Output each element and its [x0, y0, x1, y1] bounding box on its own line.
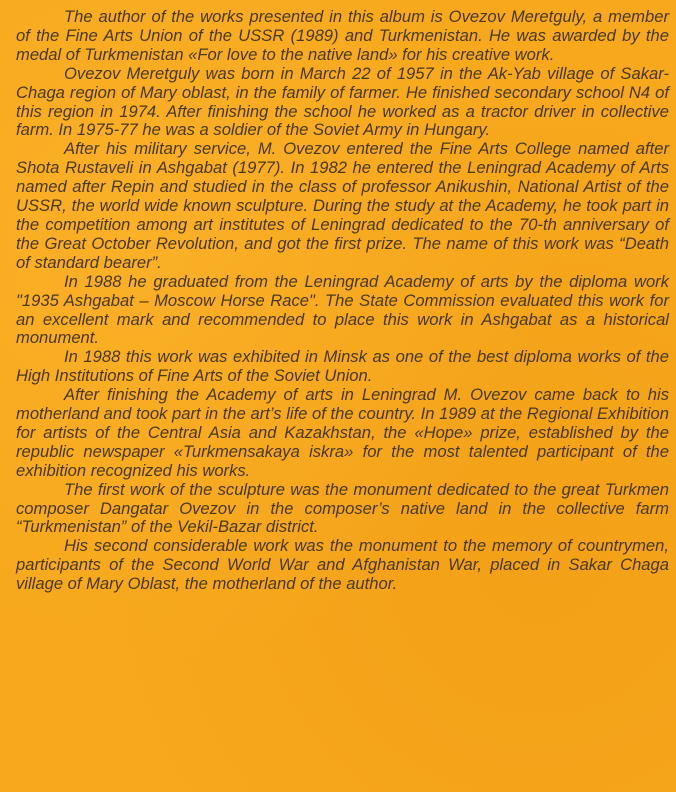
- paragraph-3: After his military service, M. Ovezov entered the Fine Arts College named after Shota Rustaveli in Ashgabat (1977). In 1982 he entered the Leningrad Academy of Arts named after Repin and studied in the class of professor Anikushin, National Artist of the USSR, the world wide known sculpture. During the study at the Academy, he took part in the competition among art institutes of Leningrad dedicated to the 70-th anniversary of the Great October Revolution, and got the first prize. The name of this work was “Death of standard bearer”.: [16, 139, 669, 272]
- paragraph-7: The first work of the sculpture was the monument dedicated to the great Turkmen composer Dangatar Ovezov in the composer’s native land in the collective farm “Turkmenistan” of the Vekil-Bazar district.: [16, 479, 669, 537]
- biography-text: [16, 8, 669, 594]
- paragraph-5: In 1988 this work was exhibited in Minsk as one of the best diploma works of the High Institutions of Fine Arts of the Soviet Union.: [16, 347, 669, 386]
- paragraph-6: After finishing the Academy of arts in Leningrad M. Ovezov came back to his motherland and took part in the art’s life of the country. In 1989 at the Regional Exhibition for artists of the Central Asia and Kazakhstan, the «Hope» prize, established by the republic newspaper «Turkmensakaya iskra» for the most talented participant of the exhibition recognized his works.: [16, 385, 669, 480]
- paragraph-1: The author of the works presented in this album is Ovezov Meretguly, a member of the Fine Arts Union of the USSR (1989) and Turkmenistan. He was awarded by the medal of Turkmenistan «For love to the native land» for his creative work.: [16, 7, 669, 64]
- paragraph-4: In 1988 he graduated from the Leningrad Academy of arts by the diploma work "1935 Ashgabat – Moscow Horse Race". The State Commission evaluated this work for an excellent mark and recommended to place this work in Ashgabat as a historical monument.: [16, 271, 669, 348]
- paragraph-8: His second considerable work was the monument to the memory of countrymen, participants of the Second World War and Afghanistan War, placed in Sakar Chaga village of Mary Oblast, the motherland of the author.: [16, 536, 669, 594]
- paragraph-2: Ovezov Meretguly was born in March 22 of 1957 in the Ak-Yab village of Sakar-Chaga region of Mary oblast, in the family of farmer. He finished secondary school N4 of this region in 1974. After finishing the school he worked as a tractor driver in collective farm. In 1975-77 he was a soldier of the Soviet Army in Hungary.: [16, 63, 669, 140]
